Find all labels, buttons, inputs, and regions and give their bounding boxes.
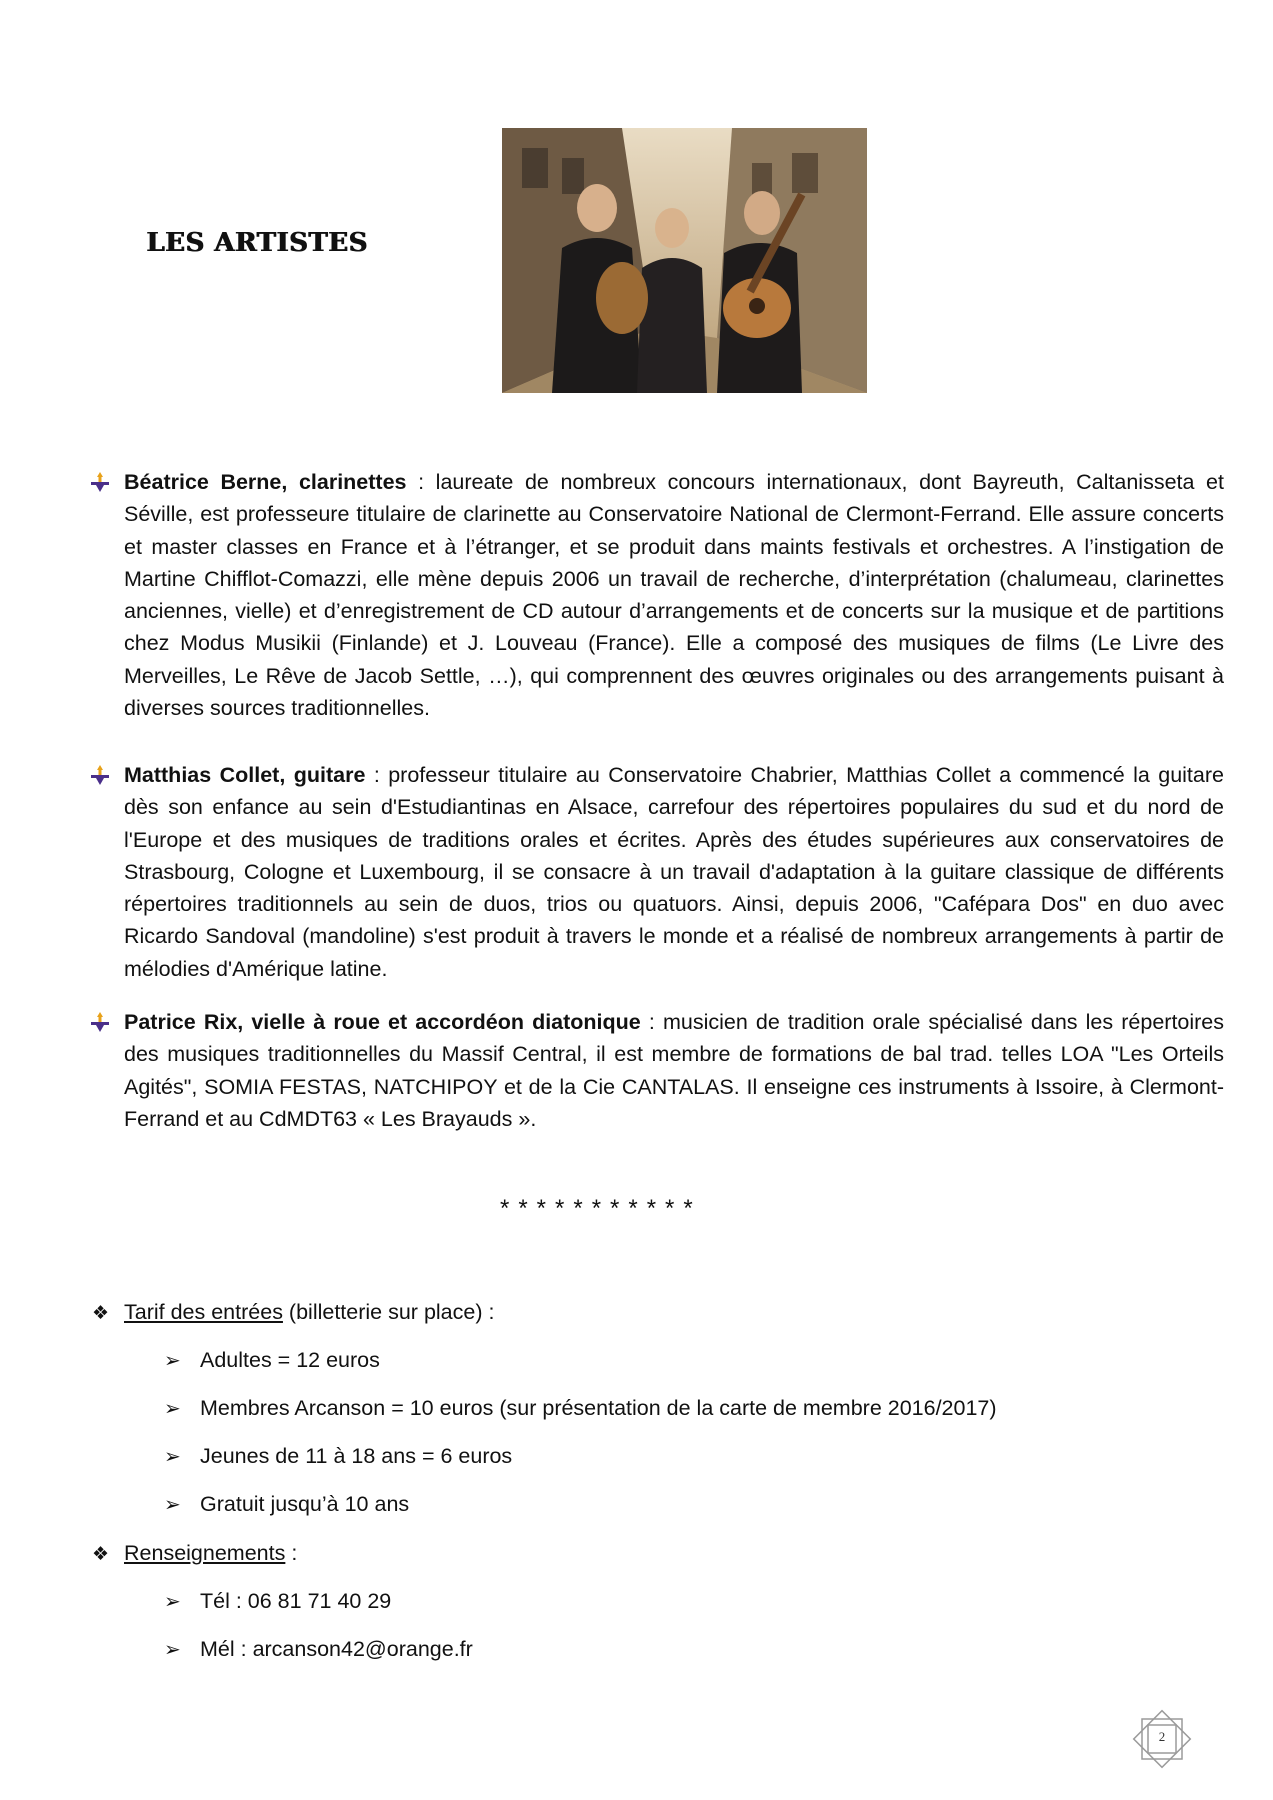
artist-description: : professeur titulaire au Conservatoire Chabrier, Matthias Collet a commencé la guitare dès son enfance au sein d'Estudiantinas en Alsace, carrefour des répertoires populaires du sud et du nord de l'Europe et des musiques de traditions orales et écrites. Après des études supérieures aux conservatoires de Strasbourg, Cologne et Luxembourg, il se consacre à un travail d'adaptation à la guitare classique de différents répertoires traditionnels au sein de duos, trios ou quatuors. Ainsi, depuis 2006, "Caféparа Dos" en duo avec Ricardo Sandoval (mandoline) s'est produit à travers le monde et a réalisé de nombreux arrangements à partir de mélodies d'Amérique latine. bbox=[124, 763, 1224, 981]
tarif-item-text: Adultes = 12 euros bbox=[200, 1348, 380, 1372]
tarif-label: Tarif des entrées bbox=[124, 1300, 283, 1324]
page-number: 2 bbox=[1158, 1729, 1166, 1744]
info-item-phone bbox=[164, 1589, 392, 1614]
tarif-item-text: Membres Arcanson = 10 euros (sur présentation de la carte de membre 2016/2017) bbox=[200, 1396, 997, 1420]
tarif-heading bbox=[92, 1300, 495, 1325]
section-heading: LES ARTISTES bbox=[146, 228, 368, 258]
tarif-item bbox=[164, 1348, 380, 1373]
artist-name: Béatrice Berne, clarinettes bbox=[124, 470, 407, 494]
info-suffix: : bbox=[285, 1541, 298, 1565]
arrowhead-bullet-icon: ➢ bbox=[164, 1492, 181, 1516]
section-separator: *********** bbox=[500, 1195, 702, 1222]
page-number-badge bbox=[1128, 1705, 1196, 1773]
info-item-email bbox=[164, 1637, 473, 1662]
arrow-bullet-icon bbox=[90, 1012, 110, 1032]
tarif-item-text: Jeunes de 11 à 18 ans = 6 euros bbox=[200, 1444, 513, 1468]
tarif-item bbox=[164, 1396, 997, 1421]
artist-name: Matthias Collet, guitare bbox=[124, 763, 366, 787]
artist-bio-patrice-rix bbox=[124, 1006, 1224, 1135]
diamond-bullet-icon: ❖ bbox=[92, 1302, 110, 1324]
arrowhead-bullet-icon: ➢ bbox=[164, 1637, 181, 1661]
tarif-item-text: Gratuit jusqu’à 10 ans bbox=[200, 1492, 410, 1516]
arrowhead-bullet-icon: ➢ bbox=[164, 1396, 181, 1420]
artist-name: Patrice Rix, vielle à roue et accordéon diatonique bbox=[124, 1010, 641, 1034]
musicians-photo bbox=[502, 128, 867, 393]
artist-bio-matthias-collet bbox=[124, 759, 1224, 985]
arrowhead-bullet-icon: ➢ bbox=[164, 1444, 181, 1468]
info-item-text: Tél : 06 81 71 40 29 bbox=[200, 1589, 392, 1613]
arrowhead-bullet-icon: ➢ bbox=[164, 1348, 181, 1372]
info-item-text: Mél : arcanson42@orange.fr bbox=[200, 1637, 473, 1661]
diamond-bullet-icon: ❖ bbox=[92, 1543, 110, 1565]
artist-description: : laureate de nombreux concours internationaux, dont Bayreuth, Caltanisseta et Séville, est professeure titulaire de clarinette au Conservatoire National de Clermont-Ferrand. Elle assure concerts et master classes en France et à l’étranger, et se produit dans maints festivals et orchestres. A l’instigation de Martine Chifflot-Comazzi, elle mène depuis 2006 un travail de recherche, d’interprétation (chalumeau, clarinettes anciennes, vielle) et d’enregistrement de CD autour d’arrangements et de concerts sur la musique et de partitions chez Modus Musikii (Finlande) et J. Louveau (France). Elle a composé des musiques de films (Le Livre des Merveilles, Le Rêve de Jacob Settle, …), qui comprennent des œuvres originales ou des arrangements puisant à diverses sources traditionnelles. bbox=[124, 470, 1224, 721]
arrowhead-bullet-icon: ➢ bbox=[164, 1589, 181, 1613]
tarif-suffix: (billetterie sur place) : bbox=[282, 1300, 495, 1324]
musicians-photo-icon bbox=[502, 128, 867, 393]
artist-bio-beatrice-berne bbox=[124, 466, 1224, 724]
tarif-item bbox=[164, 1444, 513, 1469]
info-heading bbox=[92, 1541, 298, 1566]
arrow-bullet-icon bbox=[90, 765, 110, 785]
arrow-bullet-icon bbox=[90, 472, 110, 492]
info-label: Renseignements bbox=[124, 1541, 286, 1565]
artist-description: : musicien de tradition orale spécialisé dans les répertoires des musiques traditionnelles du Massif Central, il est membre de formations de bal trad. telles LOA "Les Orteils Agités", SOMIA FESTAS, NATCHIPOY et de la Cie CANTALAS. Il enseigne ces instruments à Issoire, à Clermont-Ferrand et au CdMDT63 « Les Brayauds ». bbox=[124, 1010, 1225, 1131]
tarif-item bbox=[164, 1492, 410, 1517]
